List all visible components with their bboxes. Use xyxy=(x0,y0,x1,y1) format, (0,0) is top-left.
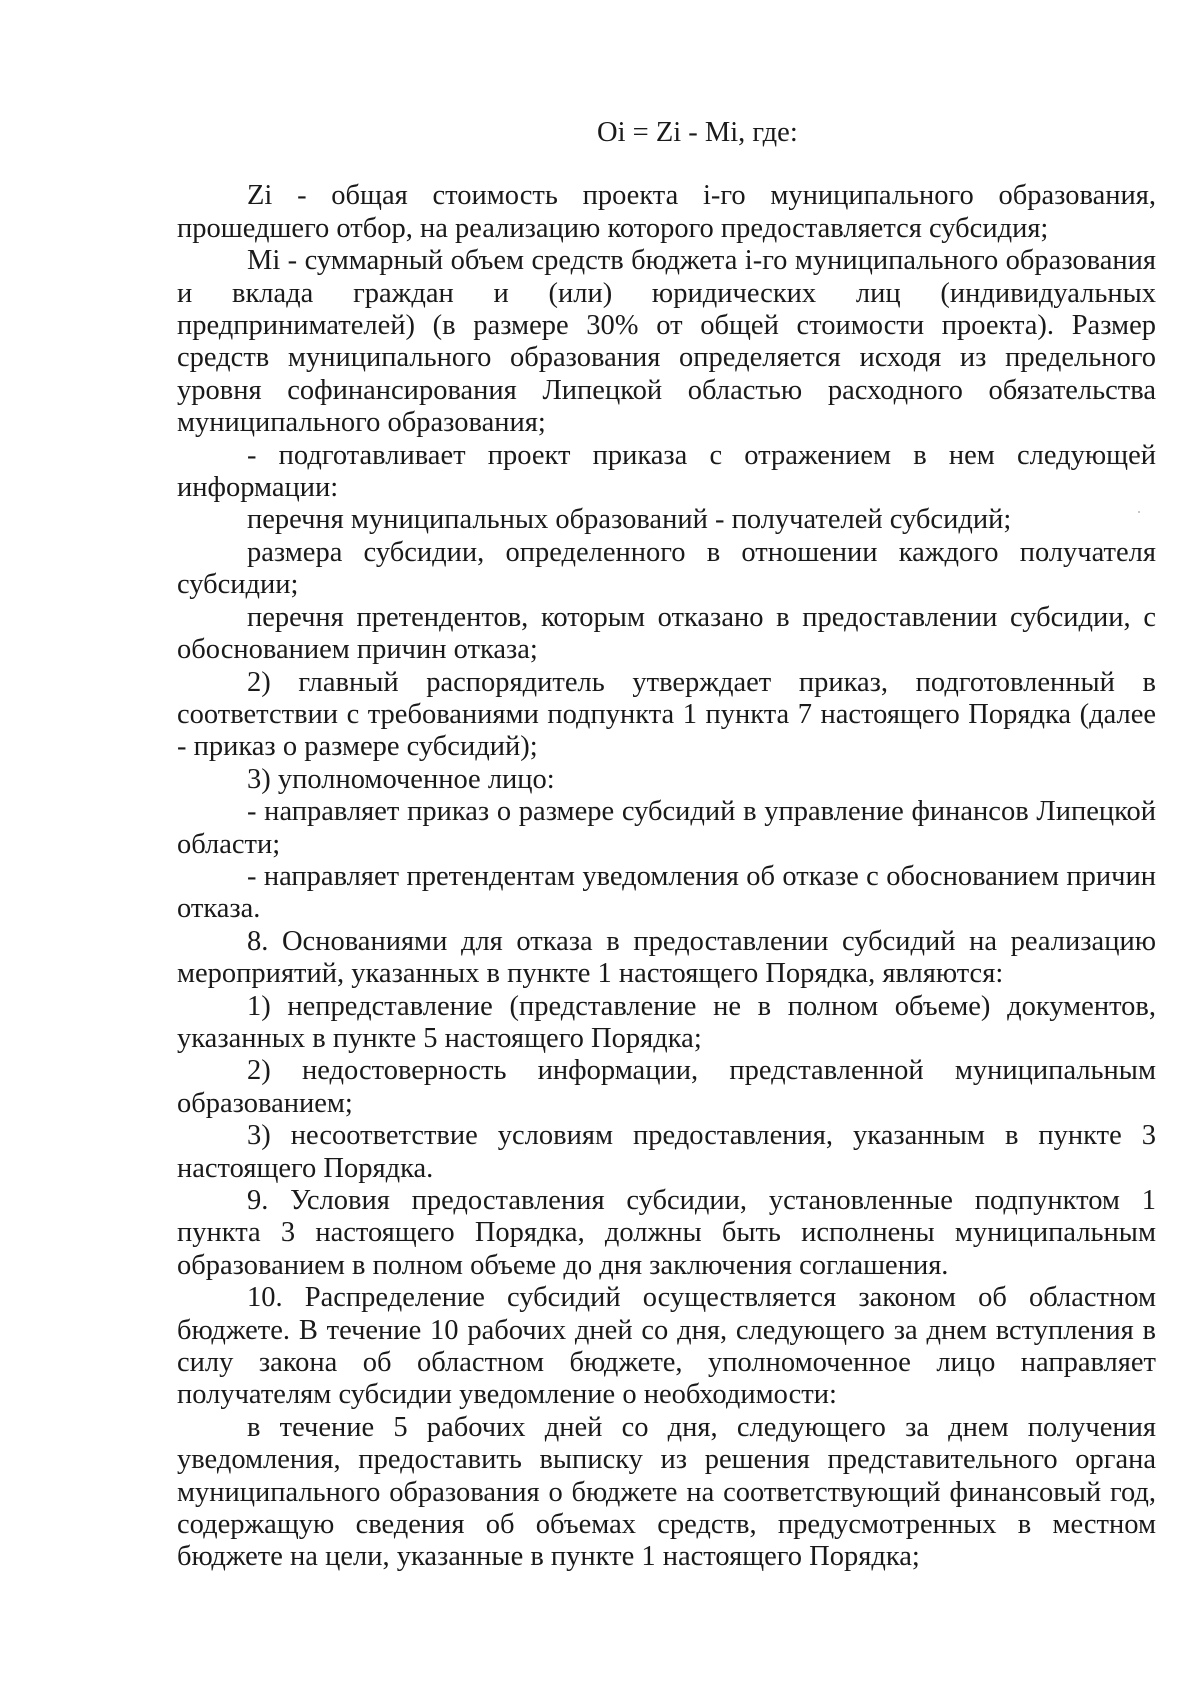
paragraph: 3) несоответствие условиям предоставления, указанным в пункте 3 настоящего Порядка. xyxy=(177,1120,1156,1184)
paragraph-list xyxy=(177,180,1156,1573)
paragraph: 1) непредставление (представление не в полном объеме) документов, указанных в пункте 5 настоящего Порядка; xyxy=(177,990,1156,1054)
paragraph: 8. Основаниями для отказа в предоставлении субсидий на реализацию мероприятий, указанных в пункте 1 настоящего Порядка, являются: xyxy=(177,925,1156,990)
paragraph: Zi - общая стоимость проекта i-го муниципального образования, прошедшего отбор, на реализацию которого предоставляется субсидия; xyxy=(177,180,1156,244)
paragraph: 2) главный распорядитель утверждает приказ, подготовленный в соответствии с требованиями подпункта 1 пункта 7 настоящего Порядка (далее - приказ о размере субсидий); xyxy=(177,666,1156,763)
paragraph: 9. Условия предоставления субсидии, установленные подпунктом 1 пункта 3 настоящего Порядка, должны быть исполнены муниципальным образованием в полном объеме до дня заключения соглашения. xyxy=(177,1185,1156,1281)
formula-line: Oi = Zi - Mi, где: xyxy=(597,117,798,148)
scan-speck xyxy=(1138,511,1140,513)
paragraph: перечня муниципальных образований - получателей субсидий; xyxy=(247,504,1012,536)
paragraph: - подготавливает проект приказа с отражением в нем следующей информации: xyxy=(177,439,1156,504)
paragraph: размера субсидии, определенного в отношении каждого получателя субсидии; xyxy=(177,536,1156,601)
paragraph: в течение 5 рабочих дней со дня, следующего за днем получения уведомления, предоставить выписку из решения представительного органа муниципального образования о бюджете на соответствующий финансовый год, содержащую сведения об объемах средств, предусмотренных в местном бюджете на цели, указанные в пункте 1 настоящего Порядка; xyxy=(177,1411,1156,1573)
document-body xyxy=(177,117,1156,1574)
paragraph: 2) недостоверность информации, представленной муниципальным образованием; xyxy=(177,1055,1156,1119)
paragraph: 10. Распределение субсидий осуществляется законом об областном бюджете. В течение 10 рабочих дней со дня, следующего за днем вступления в силу закона об областном бюджете, уполномоченное лицо направляет получателям субсидии уведомление о необходимости: xyxy=(177,1282,1156,1411)
paragraph: 3) уполномоченное лицо: xyxy=(247,763,555,795)
paragraph: перечня претендентов, которым отказано в предоставлении субсидии, с обоснованием причин отказа; xyxy=(177,601,1156,666)
paragraph: Mi - суммарный объем средств бюджета i-го муниципального образования и вклада граждан и (или) юридических лиц (индивидуальных предпринимателей) (в размере 30% от общей стоимости проекта). Размер средств муниципального образования определяется исходя из предельного уровня софинансирования Липецкой областью расходного обязательства муниципального образования; xyxy=(177,245,1156,439)
paragraph: - направляет приказ о размере субсидий в управление финансов Липецкой области; xyxy=(177,796,1156,860)
paragraph: - направляет претендентам уведомления об отказе с обоснованием причин отказа. xyxy=(177,860,1156,925)
